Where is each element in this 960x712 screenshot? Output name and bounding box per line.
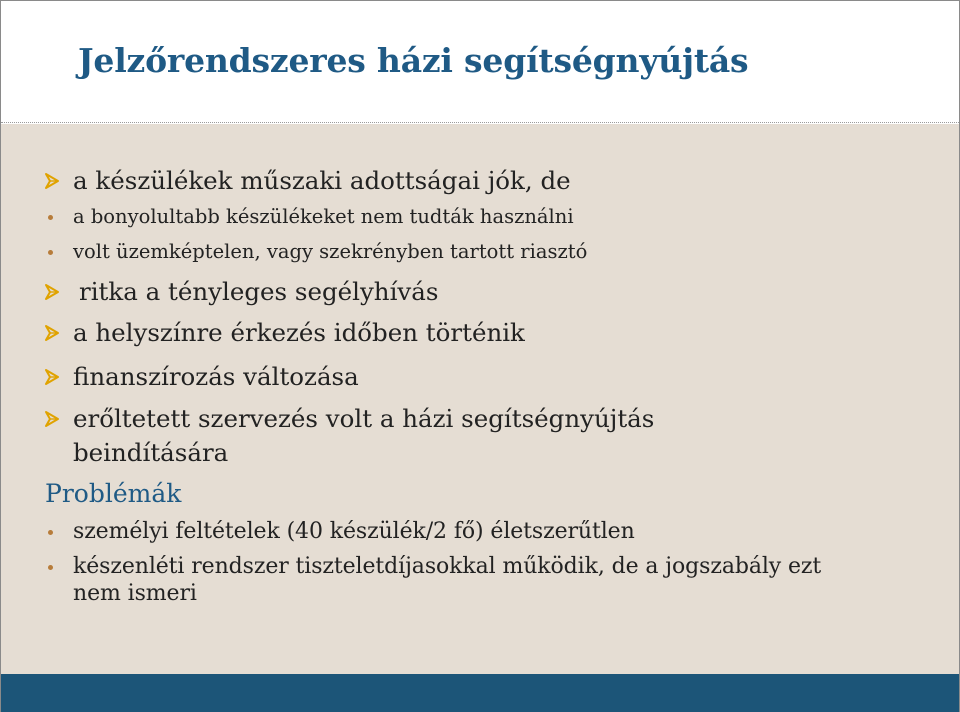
slide-title: Jelzőrendszeres házi segítségnyújtás [78,41,749,80]
list-item [1,238,959,266]
list-item [1,401,959,437]
arrow-bullet-icon [43,324,61,342]
dot-bullet-icon [48,250,53,255]
arrow-bullet-icon [43,283,61,301]
list-item-text: a készülékek műszaki adottságai jók, de [73,166,571,195]
dot-bullet-icon [48,530,53,535]
dot-bullet-icon [48,565,53,570]
list-item-text: finanszírozás változása [73,362,359,391]
title-divider [1,122,959,123]
problem-item-text: készenléti rendszer tiszteletdíjasokkal működik, de a jogszabály ezt [73,554,822,579]
list-item [1,163,959,199]
list-item-text: ritka a tényleges segélyhívás [79,277,439,306]
list-item-text: a bonyolultabb készülékeket nem tudták használni [73,205,574,228]
list-item-text: volt üzemképtelen, vagy szekrényben tartott riasztó [73,240,588,263]
arrow-bullet-icon [43,410,61,428]
list-item [1,315,959,351]
list-item [1,274,959,310]
dot-bullet-icon [48,215,53,220]
list-item [1,359,959,395]
footer-bar [1,674,959,712]
list-item-continuation [1,435,959,471]
problems-heading: Problémák [45,479,182,508]
problem-item [1,518,959,546]
list-item [1,203,959,231]
arrow-bullet-icon [43,368,61,386]
problem-item [1,553,959,609]
title-area [1,1,959,123]
list-item-text: beindítására [73,438,229,467]
list-item-text: a helyszínre érkezés időben történik [73,318,525,347]
problem-item-text: személyi feltételek (40 készülék/2 fő) életszerűtlen [73,519,635,544]
arrow-bullet-icon [43,172,61,190]
list-item-text: erőltetett szervezés volt a házi segítségnyújtás [73,404,655,433]
problem-item-continuation: nem ismeri [73,581,197,606]
